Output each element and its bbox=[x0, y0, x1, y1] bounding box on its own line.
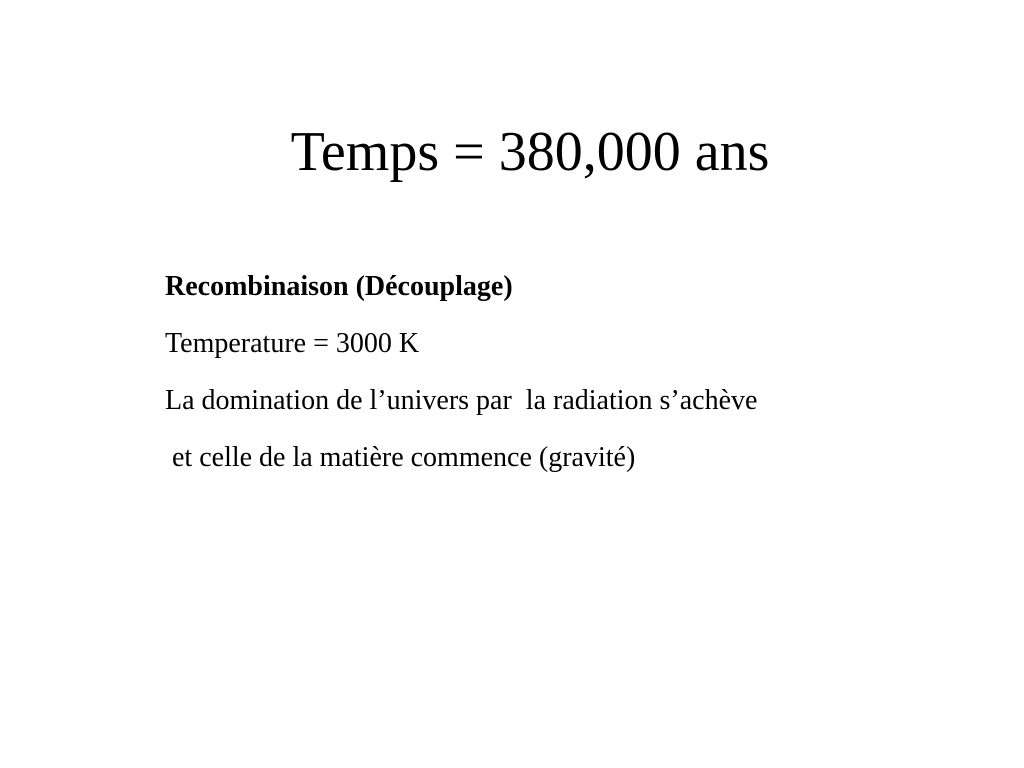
subheading-recombinaison: Recombinaison (Découplage) bbox=[165, 271, 513, 302]
matter-line: et celle de la matière commence (gravité) bbox=[165, 442, 636, 473]
slide-title: Temps = 380,000 ans bbox=[290, 121, 770, 183]
slide-body bbox=[165, 258, 1005, 486]
radiation-line: La domination de l’univers par la radiation s’achève bbox=[165, 385, 758, 416]
temperature-line: Temperature = 3000 K bbox=[165, 328, 420, 359]
